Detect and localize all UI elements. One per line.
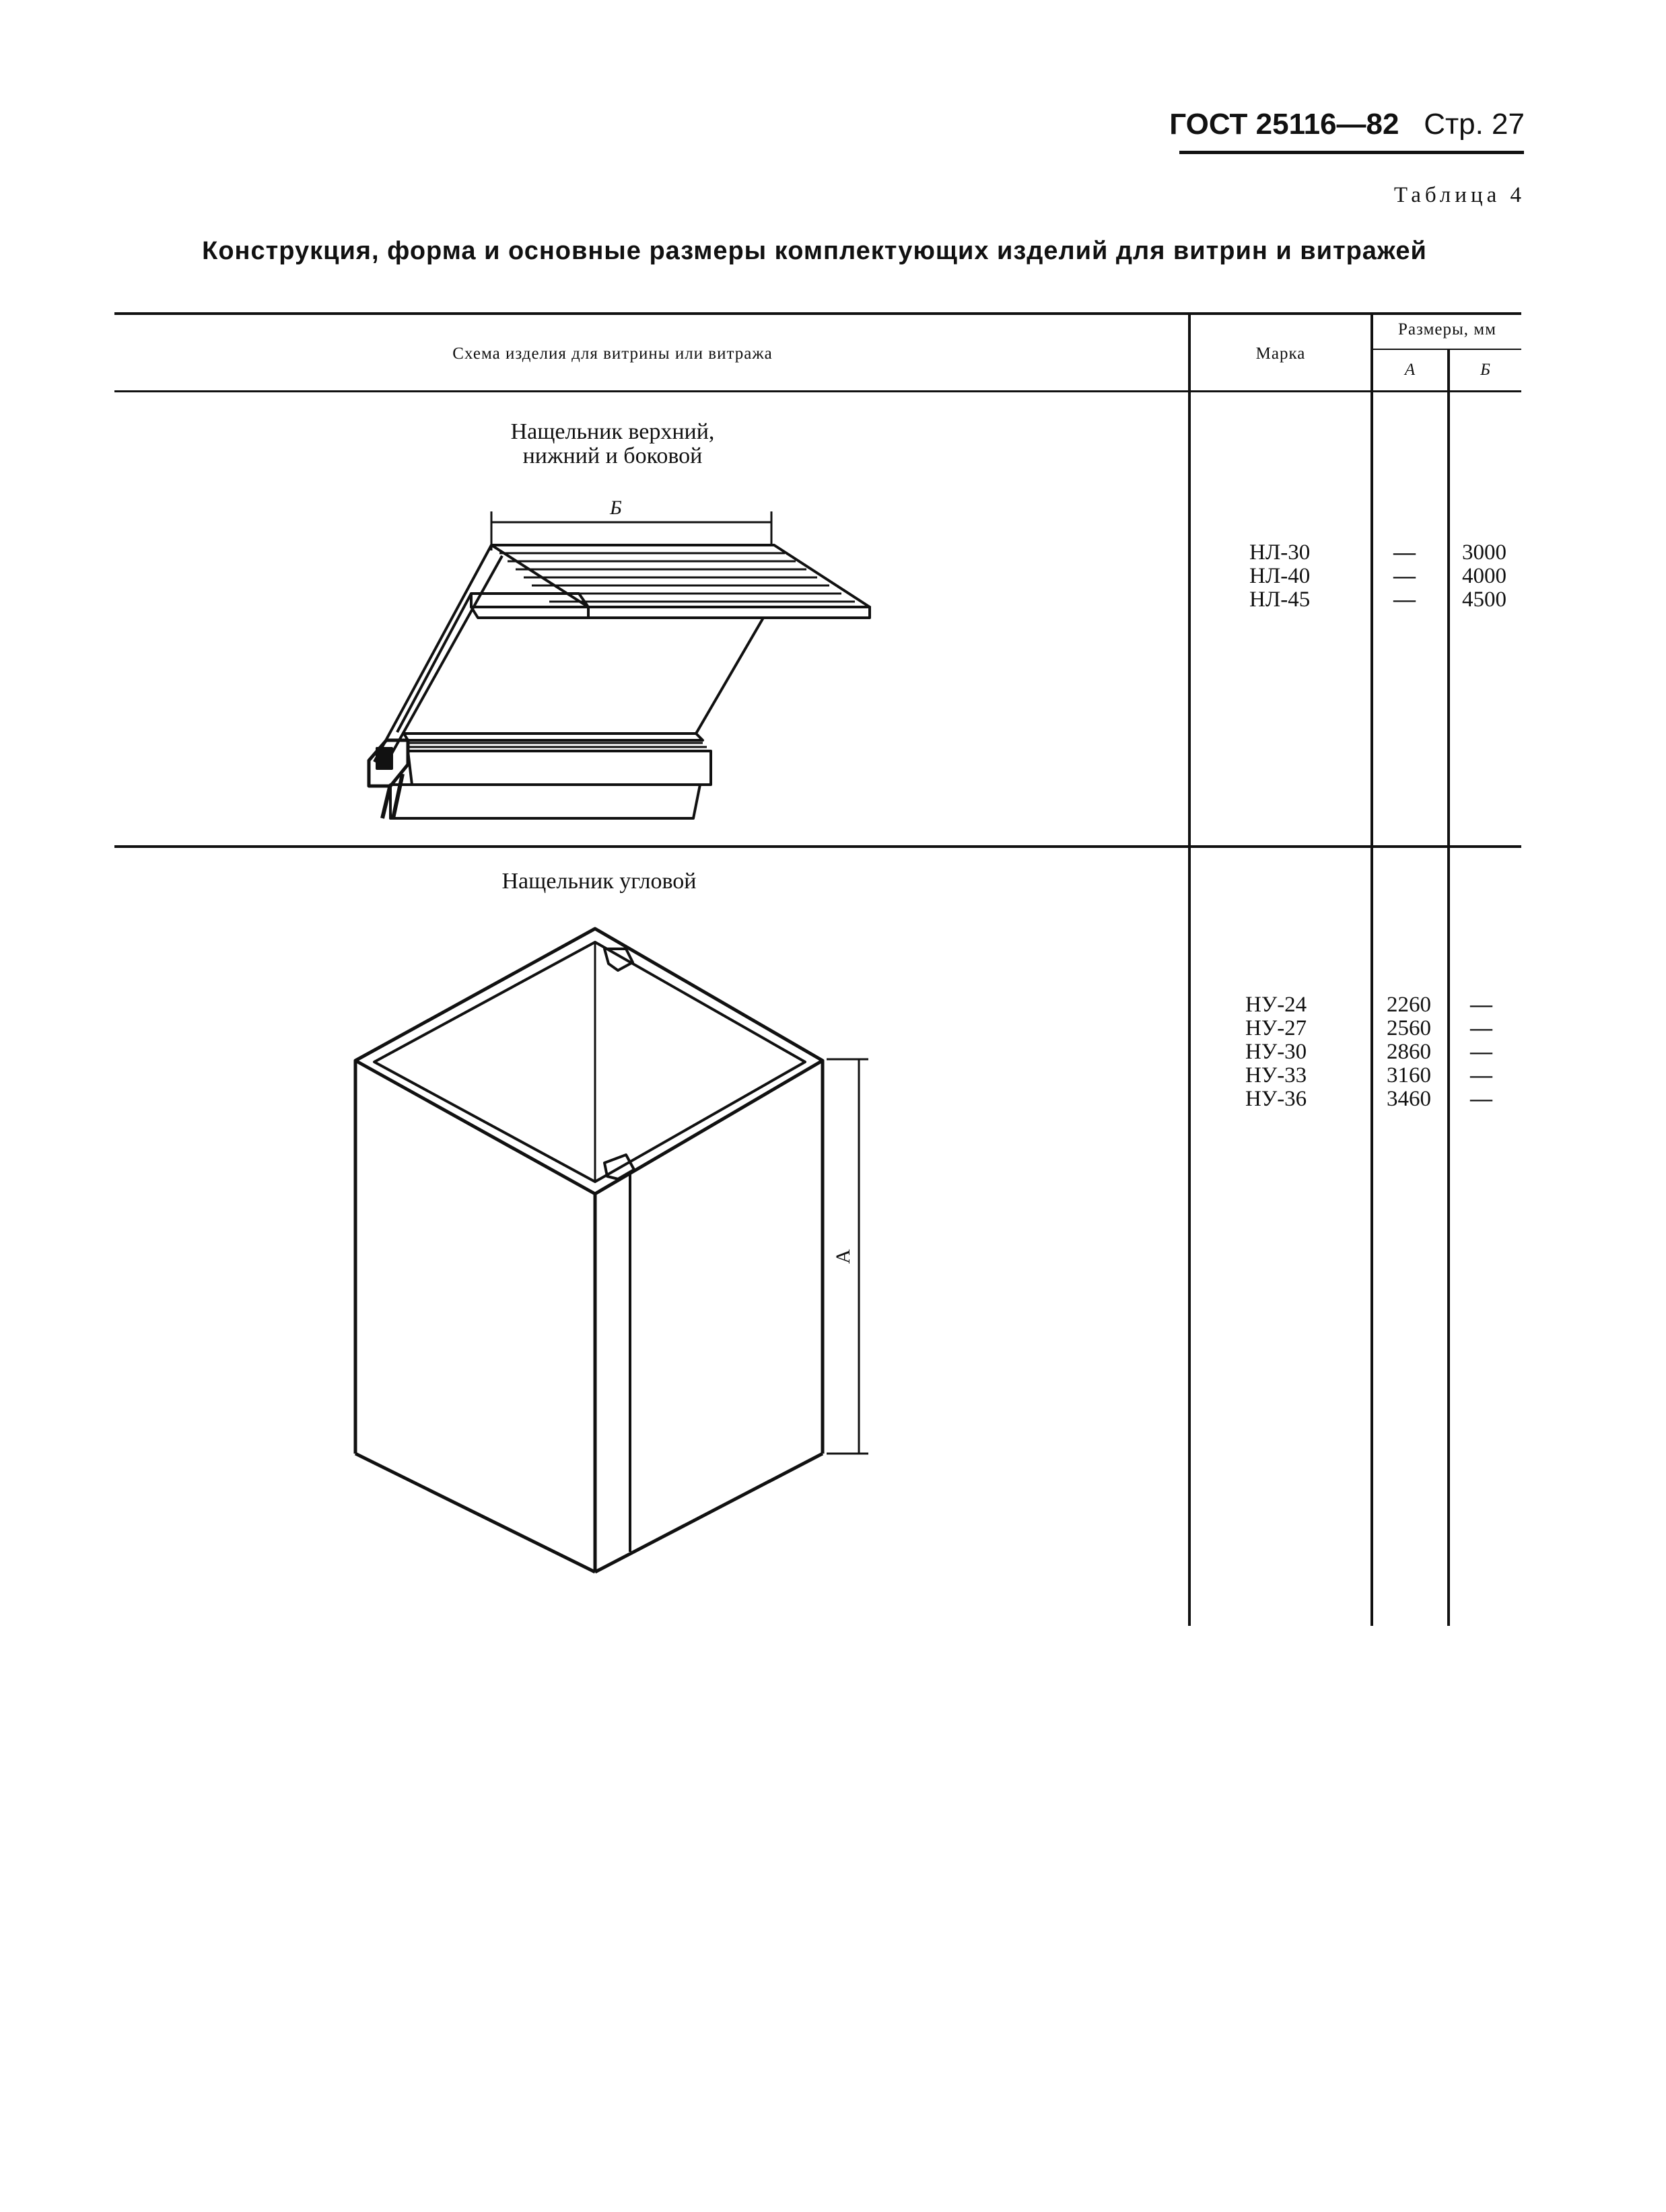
mark: НУ-36 xyxy=(1245,1087,1307,1111)
a-value: — xyxy=(1393,564,1416,588)
row1-caption-line2: нижний и боковой xyxy=(522,443,703,468)
header-a: А xyxy=(1404,361,1416,379)
a-value: 2860 xyxy=(1387,1040,1431,1064)
header-b: Б xyxy=(1480,361,1491,379)
b-value: 4000 xyxy=(1462,564,1506,588)
a-value: 3160 xyxy=(1387,1063,1431,1087)
row1-caption-line1: Нащельник верхний, xyxy=(510,419,715,444)
a-value: 2560 xyxy=(1387,1016,1431,1040)
header-sizes: Размеры, мм xyxy=(1398,320,1496,338)
a-value: — xyxy=(1393,540,1416,565)
mark: НЛ-40 xyxy=(1249,564,1311,588)
row2-b-values xyxy=(1470,993,1492,1111)
mark: НЛ-30 xyxy=(1249,540,1311,565)
b-value: 4500 xyxy=(1462,587,1506,612)
b-value: — xyxy=(1470,1087,1492,1111)
dim-label-b: Б xyxy=(610,497,622,519)
dim-label-a: А xyxy=(832,1249,854,1264)
table-number: Таблица 4 xyxy=(1393,183,1525,207)
mark: НУ-33 xyxy=(1245,1063,1307,1087)
mark: НЛ-45 xyxy=(1249,587,1311,612)
b-value: — xyxy=(1470,1016,1492,1040)
mark: НУ-24 xyxy=(1245,993,1307,1017)
table-title: Конструкция, форма и основные размеры комплектующих изделий для витрин и витражей xyxy=(202,237,1427,265)
row2-marks xyxy=(1245,993,1307,1111)
mark: НУ-30 xyxy=(1245,1040,1307,1064)
header-mark: Марка xyxy=(1255,345,1306,363)
b-value: — xyxy=(1470,1063,1492,1087)
b-value: — xyxy=(1470,1040,1492,1064)
b-value: 3000 xyxy=(1462,540,1506,565)
a-value: 3460 xyxy=(1387,1087,1431,1111)
page-number: Стр. 27 xyxy=(1424,108,1525,141)
a-value: 2260 xyxy=(1387,993,1431,1017)
mark: НУ-27 xyxy=(1245,1016,1307,1040)
header-scheme: Схема изделия для витрины или витража xyxy=(452,345,773,363)
b-value: — xyxy=(1470,993,1492,1017)
standard-number: ГОСТ 25116—82 xyxy=(1169,108,1399,141)
row2-a-values xyxy=(1387,993,1431,1111)
a-value: — xyxy=(1393,587,1416,612)
row2-caption: Нащельник угловой xyxy=(501,869,697,894)
